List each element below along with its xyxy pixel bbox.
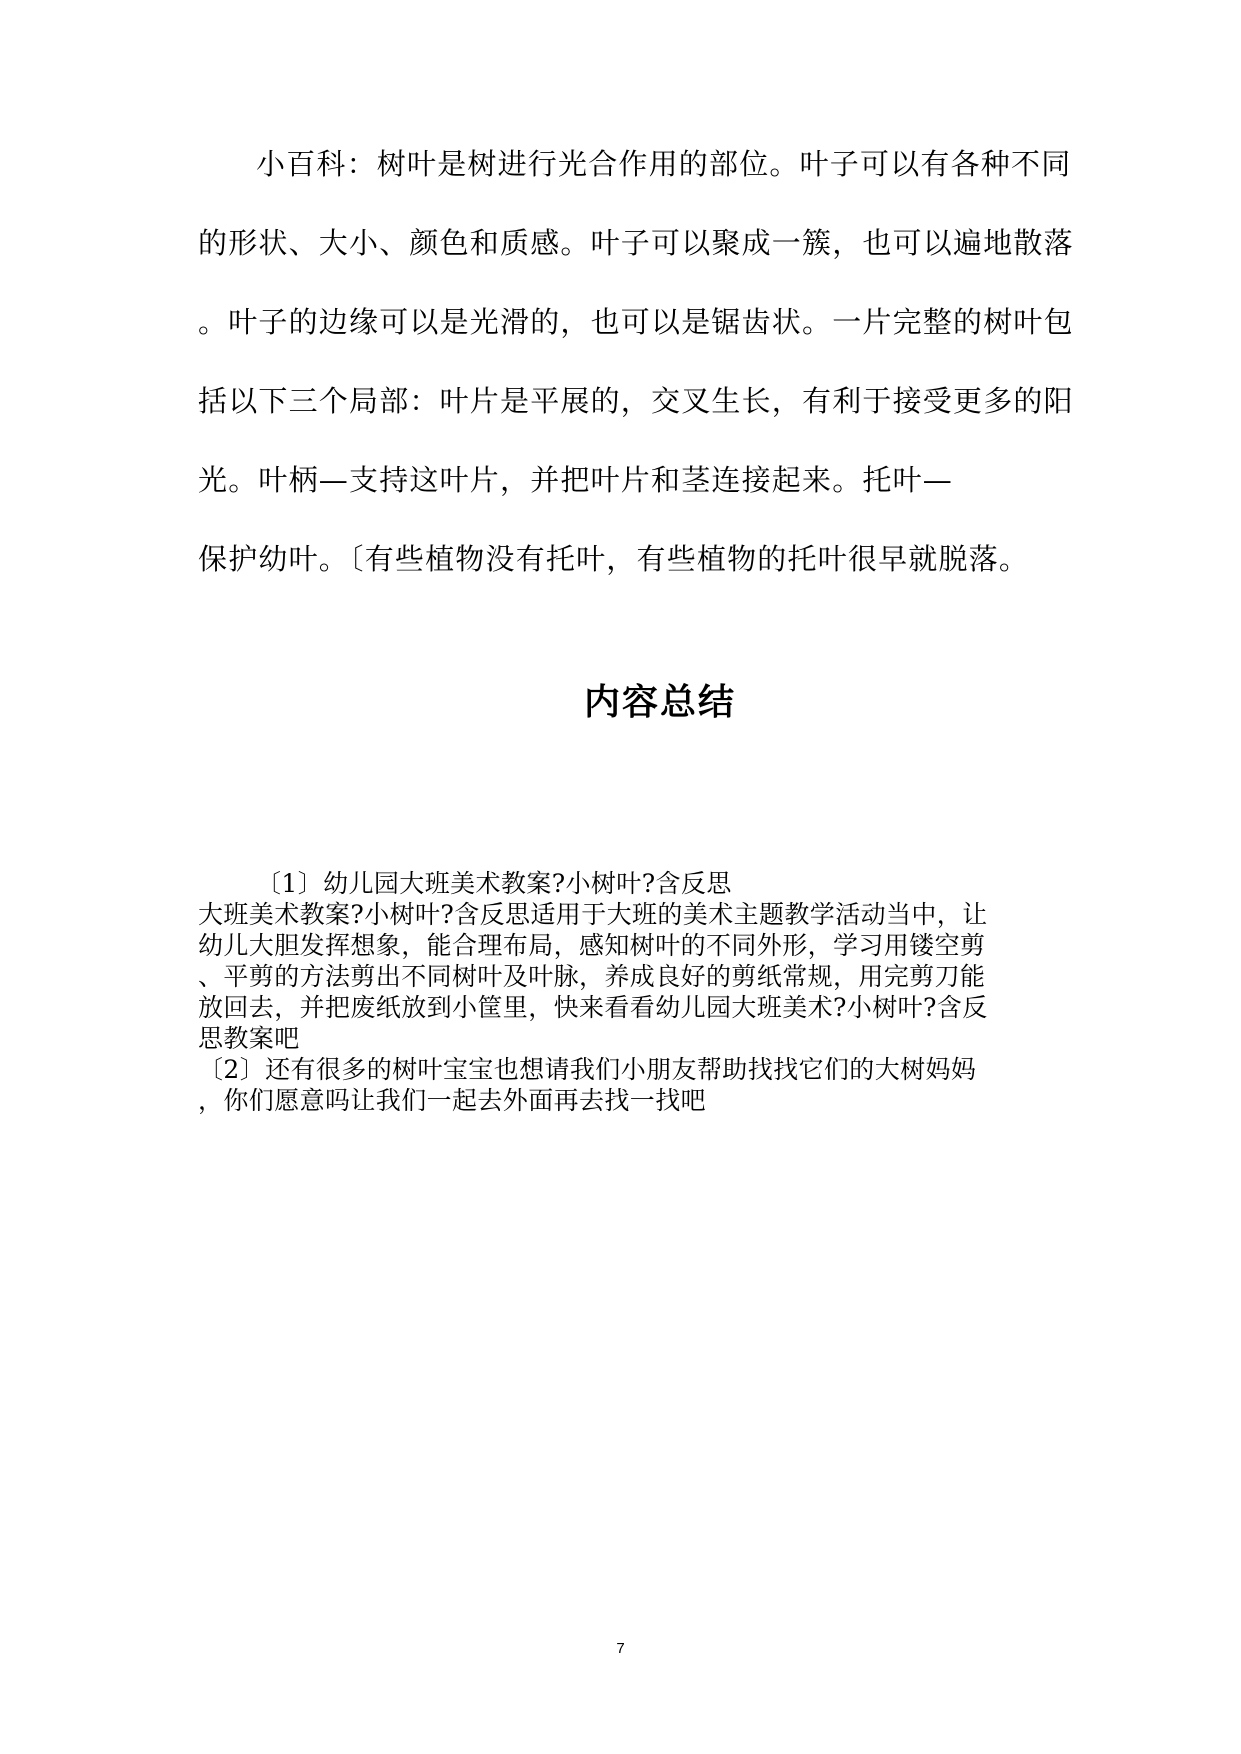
paragraph-line: 小百科：树叶是树进行光合作用的部位。叶子可以有各种不同 (256, 147, 1072, 181)
paragraph-line: 。叶子的边缘可以是光滑的，也可以是锯齿状。一片完整的树叶包 (198, 305, 1074, 339)
summary-body (198, 868, 1058, 1116)
summary-line: 大班美术教案?小树叶?含反思适用于大班的美术主题教学活动当中，让 (198, 900, 988, 929)
paragraph-line: 括以下三个局部：叶片是平展的，交叉生长，有利于接受更多的阳 (198, 384, 1074, 418)
summary-line: ，你们愿意吗让我们一起去外面再去找一找吧 (198, 1086, 707, 1115)
paragraph-line: 光。叶柄—支持这叶片，并把叶片和茎连接起来。托叶— (198, 463, 954, 497)
page-number: 7 (616, 1640, 625, 1657)
paragraph-line: 的形状、大小、颜色和质感。叶子可以聚成一簇，也可以遍地散落 (198, 226, 1074, 260)
paragraph-line: 保护幼叶。〔有些植物没有托叶，有些植物的托叶很早就脱落。 (198, 542, 1030, 576)
summary-line: 幼儿大胆发挥想象，能合理布局，感知树叶的不同外形，学习用镂空剪 (198, 931, 986, 960)
summary-line: 思教案吧 (198, 1024, 300, 1053)
wiki-paragraph (198, 147, 1074, 624)
summary-line: 、平剪的方法剪出不同树叶及叶脉，养成良好的剪纸常规，用完剪刀能 (198, 962, 986, 991)
summary-line: 〔2〕还有很多的树叶宝宝也想请我们小朋友帮助找找它们的大树妈妈 (198, 1055, 977, 1084)
summary-heading: 内容总结 (583, 682, 736, 723)
summary-line: 放回去，并把废纸放到小筐里，快来看看幼儿园大班美术?小树叶?含反 (198, 993, 988, 1022)
summary-line: 〔1〕幼儿园大班美术教案?小树叶?含反思 (256, 869, 732, 898)
